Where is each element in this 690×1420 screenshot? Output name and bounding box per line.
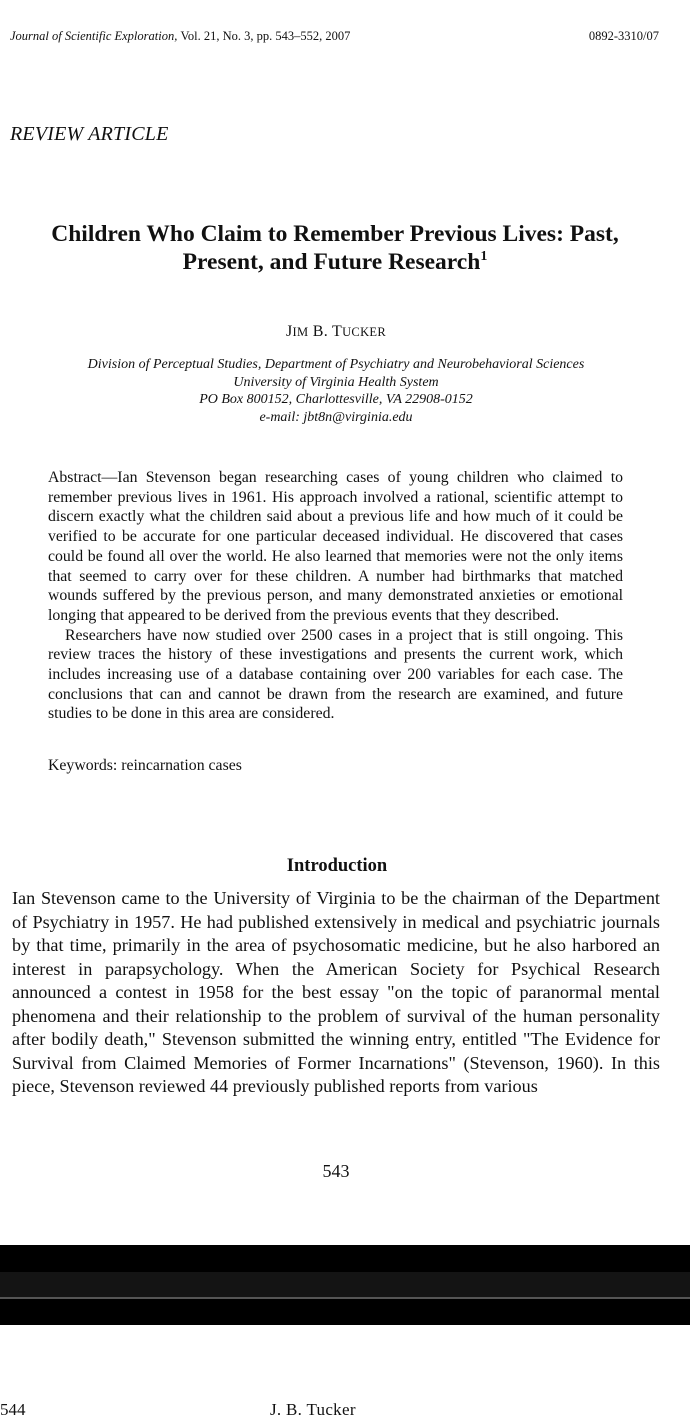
title-line-1: Children Who Claim to Remember Previous Lives: Past, bbox=[51, 221, 619, 247]
running-head: J. B. Tucker bbox=[270, 1400, 356, 1419]
author-last-rest: UCKER bbox=[342, 325, 386, 339]
introduction-body bbox=[12, 887, 660, 1099]
paper-title bbox=[20, 220, 650, 276]
section-label: REVIEW ARTICLE bbox=[10, 123, 169, 145]
page-separator-band bbox=[0, 1245, 690, 1272]
introduction-paragraph: Ian Stevenson came to the University of Virginia to be the chairman of the Department of Psychiatry in 1957. He had published extensively in medical and psychiatric journals by that time, primarily in the area of psychosomatic medicine, but he also harbored an interest in parapsychology. When the American Society for Psychical Research announced a contest in 1958 for the best essay "on the topic of paranormal mental phenomena and their relationship to the problem of survival of the human personality after bodily death," Stevenson submitted the winning entry, entitled "The Evidence for Survival from Claimed Memories of Former Incarnations" (Stevenson, 1960). In this piece, Stevenson reviewed 44 previously published reports from various bbox=[12, 888, 660, 1096]
affiliation bbox=[0, 356, 672, 426]
title-line-2-text: Present, and Future Research bbox=[182, 249, 481, 275]
page-number: 543 bbox=[322, 1161, 350, 1181]
issn: 0892-3310/07 bbox=[588, 29, 659, 43]
title-footnote-mark: 1 bbox=[480, 249, 488, 265]
affiliation-email[interactable]: e-mail: jbt8n@virginia.edu bbox=[259, 409, 413, 425]
abstract-paragraph-2: Researchers have now studied over 2500 cases in a project that is still ongoing. This review traces the history of these investigations and presents the current work, which includes increasing use of a database containing over 200 variables for each case. The conclusions that can and cannot be drawn from the research are examined, and future studies to be done in this area are considered. bbox=[48, 626, 623, 723]
section-heading-introduction: Introduction bbox=[286, 856, 388, 876]
abstract-paragraph-1: Abstract—Ian Stevenson began researching cases of young children who claimed to remember previous lives in 1961. His approach involved a rational, scientific attempt to discern exactly what the children said about a previous life and how much of it could be verified to be accurate for one particular deceased individual. He discovered that cases could be found all over the world. He also learned that memories were not the only items that seemed to carry over for these children. A number had birthmarks that matched wounds suffered by the previous person, and many demonstrated anxieties or emotional longing that appeared to be derived from the previous events that they described. bbox=[48, 469, 623, 624]
author-name bbox=[0, 323, 672, 341]
journal-name: Journal of Scientific Exploration, bbox=[10, 29, 178, 43]
page-separator-band bbox=[0, 1299, 690, 1325]
title-line-2 bbox=[20, 248, 650, 276]
affiliation-line-3: PO Box 800152, Charlottesville, VA 22908-0152 bbox=[199, 392, 473, 407]
affiliation-line-2: University of Virginia Health System bbox=[233, 374, 439, 390]
author-middle: B. bbox=[312, 323, 329, 340]
author-first-rest: IM bbox=[292, 325, 309, 339]
journal-citation bbox=[10, 29, 350, 44]
keywords: Keywords: reincarnation cases bbox=[48, 757, 242, 774]
author-last-initial: T bbox=[332, 323, 343, 340]
next-page-number: 544 bbox=[0, 1400, 26, 1419]
journal-volume: Vol. 21, No. 3, pp. 543–552, 2007 bbox=[180, 29, 351, 43]
affiliation-line-1: Division of Perceptual Studies, Department of Psychiatry and Neurobehavioral Sciences bbox=[87, 357, 585, 372]
author-first-initial: J bbox=[286, 323, 293, 340]
page-separator-band bbox=[0, 1272, 690, 1297]
abstract bbox=[48, 468, 623, 724]
